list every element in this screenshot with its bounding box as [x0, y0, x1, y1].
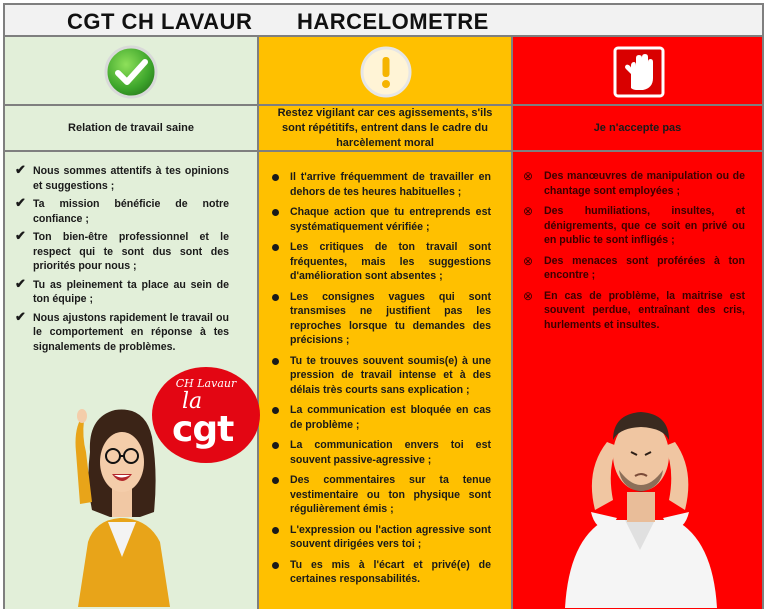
man-covering-ears-image [555, 400, 725, 608]
list-item: Chaque action que tu entreprends est systématiquement vérifiée ; [269, 205, 491, 234]
bullet-icon [272, 442, 279, 449]
stop-hand-icon [609, 42, 669, 102]
list-item: Tu te trouves souvent soumis(e) à une pression de travail intense et à des délais très courts sans explication ; [269, 354, 491, 398]
checkmark-icon: ✔ [15, 308, 26, 324]
heading-warning: Restez vigilant car ces agissements, s'ils sont répétitifs, entrent dans le cadre du harcèlement moral [277, 106, 493, 149]
bullet-icon [272, 562, 279, 569]
circled-x-icon: ⊗ [523, 253, 534, 268]
list-item: ✔ Tu as pleinement ta place au sein de ton équipe ; [15, 275, 229, 305]
circled-x-icon: ⊗ [523, 288, 534, 303]
check-icon [101, 42, 161, 102]
logo-la: la [182, 389, 203, 414]
healthy-list [15, 164, 229, 358]
list-item: ⊗ Des humiliations, insultes, et dénigrements, que ce soit en privé ou en public te sont infligés ; [523, 204, 745, 246]
bullet-icon [272, 358, 279, 365]
list-item: ⊗ Des menaces sont proférées à ton encontre ; [523, 253, 745, 281]
bullet-icon [272, 407, 279, 414]
warning-list [269, 170, 491, 593]
header-row [5, 5, 762, 37]
list-item: Les consignes vagues qui sont transmises ne justifient pas les reproches lorsque tu demandes des précisions ; [269, 290, 491, 348]
checkmark-icon: ✔ [15, 228, 26, 243]
heading-healthy: Relation de travail saine [68, 121, 194, 134]
bullet-icon [272, 209, 279, 216]
list-item: ✔ Ton bien-être professionnel et le respect qui te sont dus sont des priorités pour nous ; [15, 228, 229, 272]
list-item: ✔ Nous sommes attentifs à tes opinions et suggestions ; [15, 162, 229, 192]
list-item: L'expression ou l'action agressive sont souvent dirigées vers toi ; [269, 523, 491, 552]
heading-unacceptable: Je n'accepte pas [593, 121, 682, 134]
list-item: Il t'arrive fréquemment de travailler en dehors de tes heures habituelles ; [269, 170, 491, 199]
list-item: ⊗ En cas de problème, la maitrise est souvent perdue, entraînant des cris, hurlements et insultes. [523, 288, 745, 331]
logo-cgt: cgt [172, 409, 234, 450]
circled-x-icon: ⊗ [523, 204, 534, 218]
union-title: CGT CH LAVAUR [67, 9, 253, 34]
list-item: La communication est bloquée en cas de problème ; [269, 403, 491, 432]
cgt-logo [152, 367, 260, 463]
checkmark-icon: ✔ [15, 275, 26, 291]
exclamation-icon [356, 42, 416, 102]
list-item: Des commentaires sur ta tenue vestimentaire ou ton physique sont régulièrement émis ; [269, 473, 491, 517]
bullet-icon [272, 174, 279, 181]
list-item: ⊗ Des manœuvres de manipulation ou de chantage sont employées ; [523, 169, 745, 197]
list-item: Les critiques de ton travail sont fréquentes, mais les suggestions d'amélioration sont absentes ; [269, 240, 491, 284]
logo-caption: CH Lavaur [175, 377, 237, 390]
list-item: ✔ Ta mission bénéficie de notre confiance ; [15, 195, 229, 225]
checkmark-icon: ✔ [15, 162, 26, 177]
page-title: HARCELOMETRE [297, 9, 489, 34]
list-item: Tu es mis à l'écart et privé(e) de certaines responsabilités. [269, 558, 491, 587]
bullet-icon [272, 244, 279, 251]
circled-x-icon: ⊗ [523, 169, 534, 183]
unacceptable-list [523, 169, 745, 338]
bullet-icon [272, 294, 279, 301]
bullet-icon [272, 477, 279, 484]
checkmark-icon: ✔ [15, 195, 26, 210]
list-item: La communication envers toi est souvent passive-agressive ; [269, 438, 491, 467]
list-item: ✔ Nous ajustons rapidement le travail ou le comportement en réponse à tes signalements de problèmes. [15, 308, 229, 353]
bullet-icon [272, 527, 279, 534]
